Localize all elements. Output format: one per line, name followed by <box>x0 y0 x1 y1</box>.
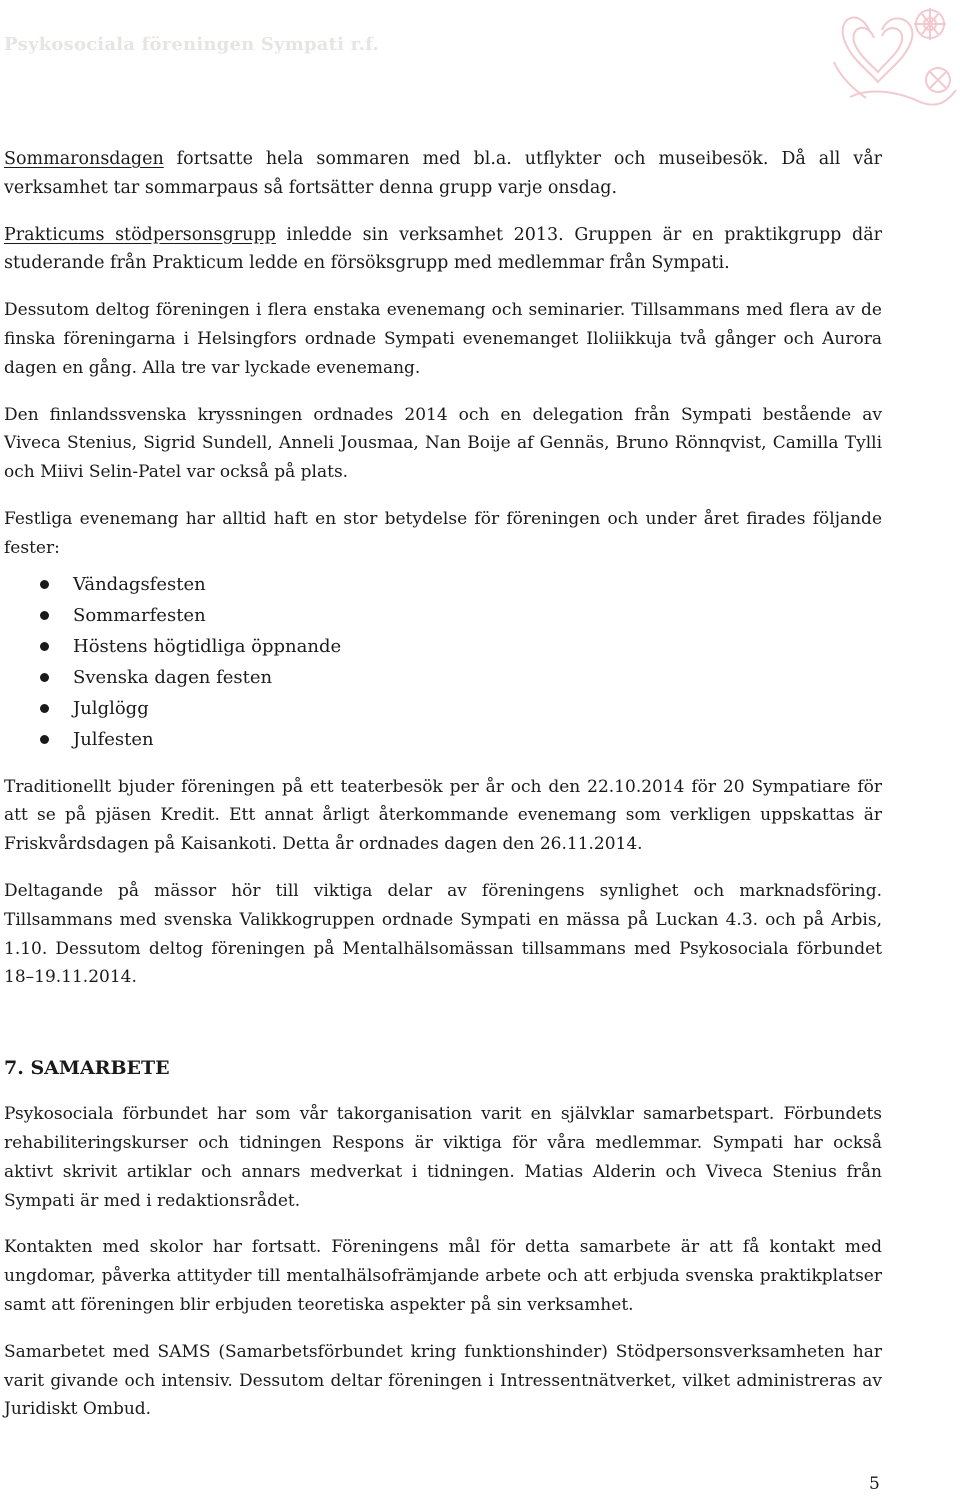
bullet-icon <box>40 580 49 589</box>
paragraph-skolor: Kontakten med skolor har fortsatt. Föreningens mål för detta samarbete är att få kontakt med ungdomar, påverka attityder till mentalhälsofrämjande arbete och att erbjuda svenska praktikplatser samt att föreningen blir erbjuden teoretiska aspekter på sin verksamhet. <box>4 1237 882 1315</box>
list-item: Höstens högtidliga öppnande <box>4 631 882 662</box>
list-item: Julglögg <box>4 693 882 724</box>
bullet-icon <box>40 673 49 682</box>
underlined-term: Prakticums stödpersonsgrupp <box>4 224 276 245</box>
paragraph-teaterbesok: Traditionellt bjuder föreningen på ett teaterbesök per år och den 22.10.2014 för 20 Sympatiare för att se på pjäsen Kredit. Ett annat årligt återkommande evenemang som verkligen uppskattas är Friskvårdsdagen på Kaisankoti. Detta år ordnades dagen den 26.11.2014. <box>4 776 882 855</box>
bullet-icon <box>40 642 49 651</box>
document-body <box>4 145 882 1442</box>
paragraph-massor: Deltagande på mässor hör till viktiga delar av föreningens synlighet och marknadsföring. Tillsammans med svenska Valikkogruppen ordnade Sympati en mässa på Luckan 4.3. och på Arbis, 1.10. Dessutom deltog föreningen på Mentalhälsomässan tillsammans med Psykosociala förbundet 18–19.11.2014. <box>4 880 882 988</box>
list-item: Svenska dagen festen <box>4 662 882 693</box>
paragraph-festliga: Festliga evenemang har alltid haft en stor betydelse för föreningen och under året firades följande fester: <box>4 508 882 558</box>
page-header: Psykosociala föreningen Sympati r.f. <box>4 34 379 55</box>
paragraph-forbundet: Psykosociala förbundet har som vår takorganisation varit en självklar samarbetspart. Förbundets rehabiliteringskurser och tidningen Respons är viktiga för våra medlemmar. Sympati har också aktivt skrivit artiklar och annars medverkat i tidningen. Matias Alderin och Viveca Stenius från Sympati är med i redaktionsrådet. <box>4 1104 882 1211</box>
paragraph-sommaronsdagen: Sommaronsdagen fortsatte hela sommaren med bl.a. utflykter och museibesök. Då all vår verksamhet tar sommarpaus så fortsätter denna grupp varje onsdag. <box>4 149 882 198</box>
bullet-icon <box>40 611 49 620</box>
page-number: 5 <box>869 1474 880 1494</box>
paragraph-kryssning: Den finlandssvenska kryssningen ordnades 2014 och en delegation från Sympati bestående av Viveca Stenius, Sigrid Sundell, Anneli Jousmaa, Nan Boije af Gennäs, Bruno Rönnqvist, Camilla Tylli och Miivi Selin-Patel var också på plats. <box>4 404 882 483</box>
list-item: Vändagsfesten <box>4 569 882 600</box>
bullet-icon <box>40 704 49 713</box>
underlined-term: Sommaronsdagen <box>4 149 164 169</box>
bullet-icon <box>40 735 49 744</box>
list-item: Sommarfesten <box>4 600 882 631</box>
paragraph-evenemang: Dessutom deltog föreningen i flera enstaka evenemang och seminarier. Tillsammans med flera av de finska föreningarna i Helsingfors ordnade Sympati evenemanget Iloliikkuja två gånger och Aurora dagen en gång. Alla tre var lyckade evenemang. <box>4 300 882 378</box>
heart-flower-logo-icon <box>830 2 958 112</box>
paragraph-prakticum: Prakticums stödpersonsgrupp inledde sin verksamhet 2013. Gruppen är en praktikgrupp där studerande från Prakticum ledde en försöksgrupp med medlemmar från Sympati. <box>4 224 882 274</box>
festivities-list <box>4 569 882 755</box>
list-item: Julfesten <box>4 724 882 755</box>
section-heading-samarbete: 7. SAMARBETE <box>4 1057 170 1080</box>
paragraph-sams: Samarbetet med SAMS (Samarbetsförbundet kring funktionshinder) Stödpersonsverksamheten har varit givande och intensiv. Dessutom deltar föreningen i Intressentnätverket, vilket administreras av Juridiskt Ombud. <box>4 1341 882 1420</box>
